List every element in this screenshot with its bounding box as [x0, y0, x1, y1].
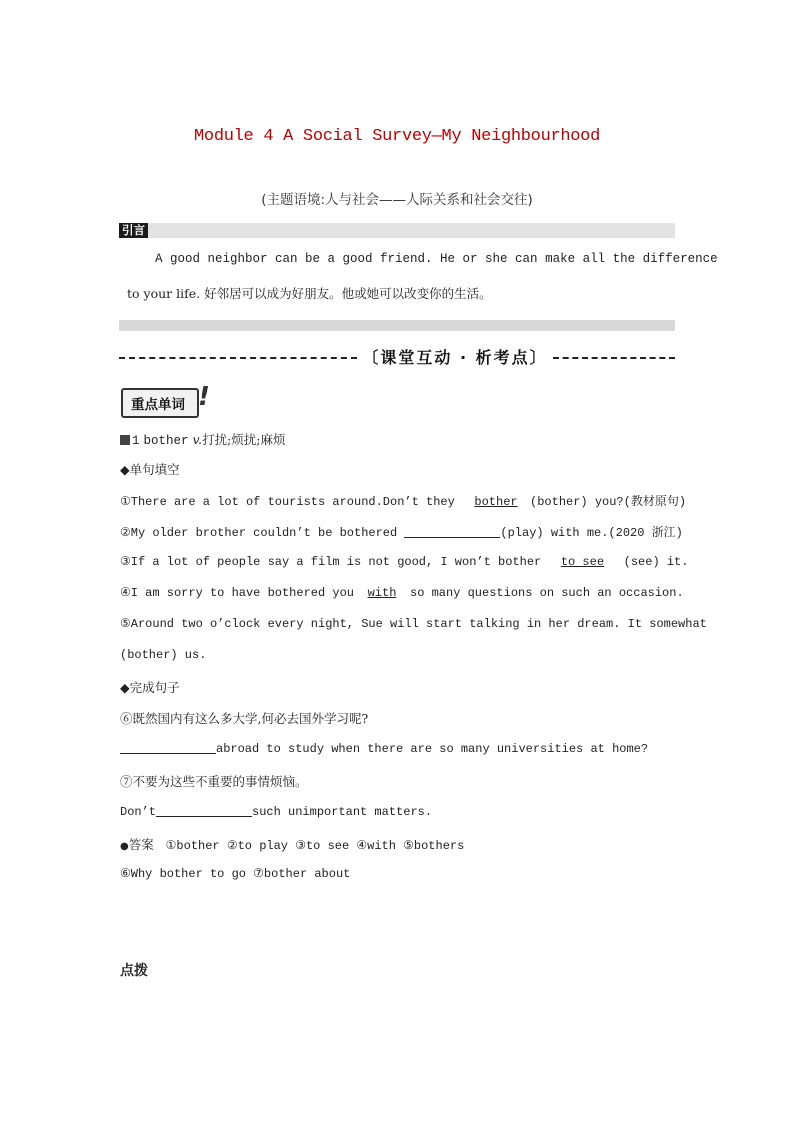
fill-heading: ◆单句填空 [120, 462, 180, 477]
intro-footer-bar [119, 320, 675, 331]
word-meaning: 打扰;烦扰;麻烦 [202, 432, 286, 447]
page-title: Module 4 A Social Survey—My Neighbourhood [194, 127, 600, 146]
complete-heading: ◆完成句子 [120, 680, 180, 695]
item-5-line-1: ⑤Around two o’clock every night, Sue will start talking in her dream. It somewhat [120, 617, 707, 631]
item-6-chinese: ⑥既然国内有这么多大学,何必去国外学习呢? [120, 711, 369, 726]
item-2: ②My older brother couldn’t be bothered (play) with me.(2020 浙江) [120, 526, 683, 540]
answer-line-1: ●答案 ①bother ②to play ③to see ④with ⑤bothers [120, 837, 465, 853]
item-3: ③If a lot of people say a film is not good, I won’t bother to see (see) it. [120, 555, 689, 569]
intro-header-bar [119, 223, 675, 238]
empty-blank [156, 804, 252, 817]
item-7-chinese: ⑦不要为这些不重要的事情烦恼。 [120, 774, 308, 789]
answer-line-2: ⑥Why bother to go ⑦bother about [120, 867, 351, 881]
word-pos: v. [192, 432, 203, 447]
item-6-english: abroad to study when there are so many universities at home? [120, 741, 648, 756]
section-divider [119, 345, 675, 371]
item-5-line-2: (bother) us. [120, 648, 207, 662]
word-term: bother [143, 434, 189, 448]
tips-heading: 点拨 [120, 963, 148, 979]
divider-dashes-right [553, 357, 675, 359]
page-subtitle: (主题语境:人与社会——人际关系和社会交往) [261, 192, 533, 208]
divider-dashes-left [119, 357, 357, 359]
exclamation-icon: ! [198, 382, 210, 412]
item-7-english: Don’t such unimportant matters. [120, 805, 433, 819]
divider-label: 〔课堂互动 · 析考点〕 [362, 348, 548, 367]
answer-icon: ● [120, 841, 129, 852]
intro-tag: 引言 [119, 223, 148, 238]
square-bullet-icon [120, 435, 130, 445]
answer-label: 答案 [128, 837, 154, 852]
empty-blank [404, 525, 500, 538]
item-4: ④I am sorry to have bothered you with so many questions on such an occasion. [120, 586, 684, 600]
intro-line-2: to your life. 好邻居可以成为好朋友。他或她可以改变你的生活。 [127, 286, 492, 301]
item-1: ①There are a lot of tourists around.Don’t they bother (bother) you?(教材原句) [120, 495, 687, 509]
vocab-section-box [121, 388, 199, 418]
intro-line-1: A good neighbor can be a good friend. He or she can make all the difference [155, 252, 718, 266]
answer-blank: to see [560, 555, 605, 569]
vocab-section-label: 重点单词 [131, 397, 185, 413]
empty-blank [120, 741, 216, 754]
answer-blank: with [367, 586, 397, 600]
word-entry: 1 bother v.打扰;烦扰;麻烦 [120, 430, 286, 448]
answer-blank: bother [474, 495, 518, 509]
